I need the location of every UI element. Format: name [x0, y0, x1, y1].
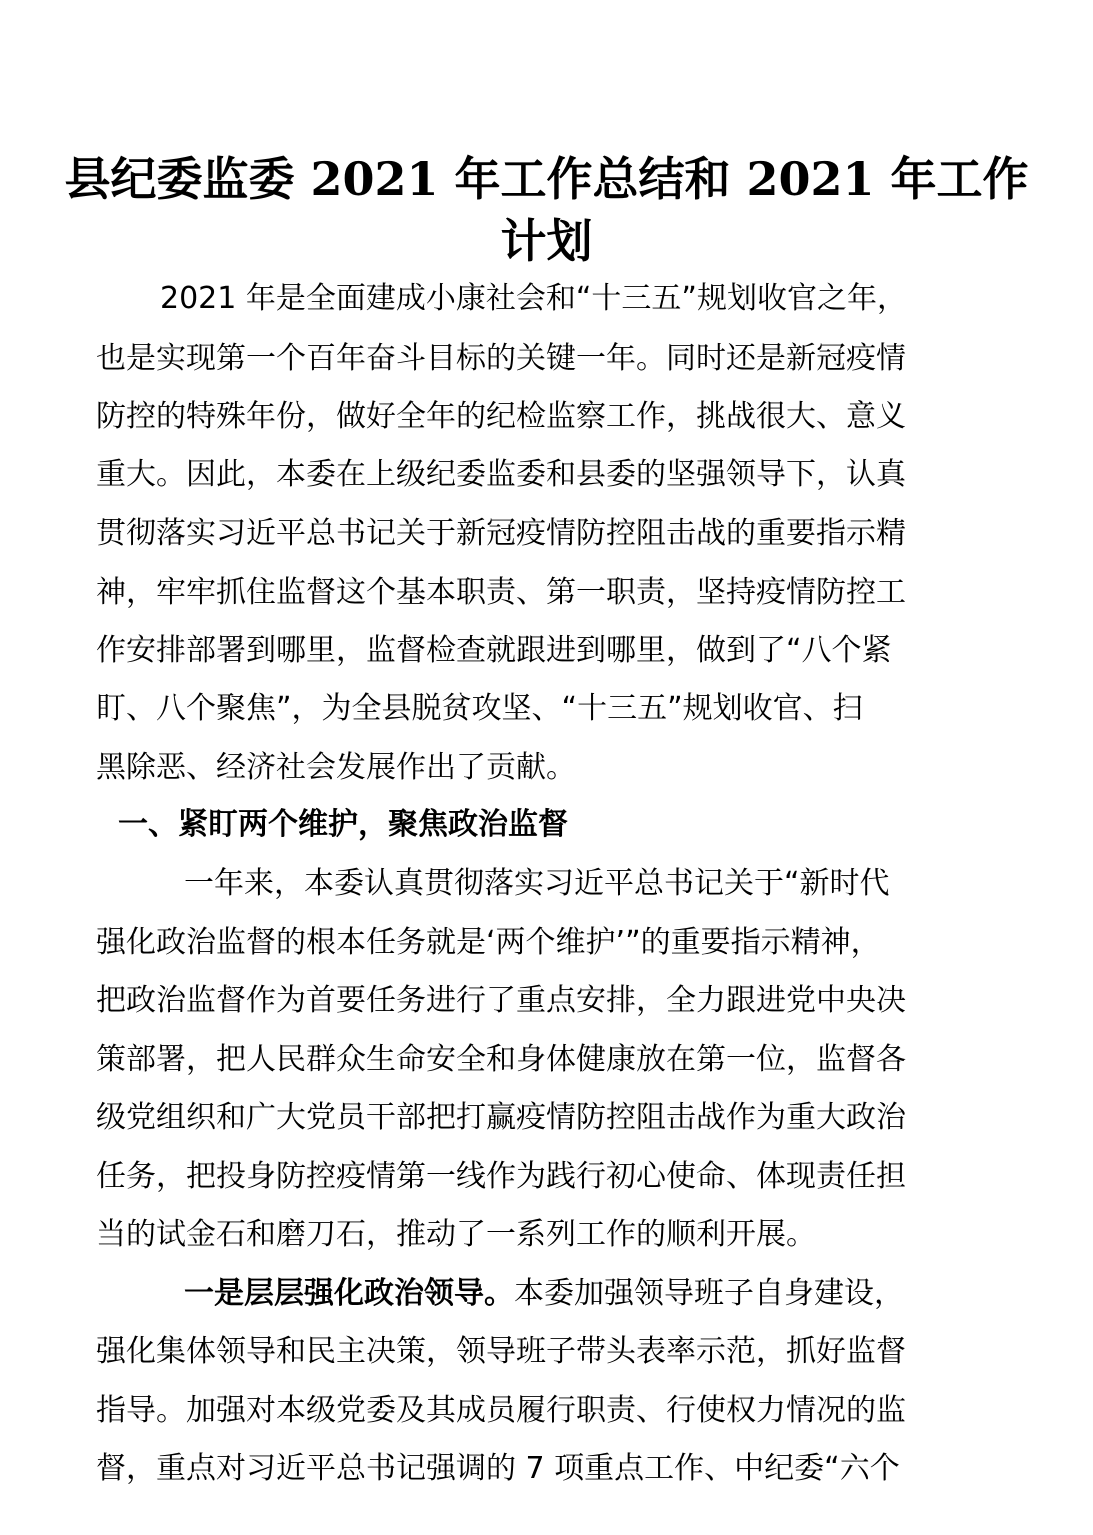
point-1-bold-lead: 一是层层强化政治领导。 — [184, 1276, 514, 1311]
intro-line: 贯彻落实习近平总书记关于新冠疫情防控阻击战的重要指示精 — [96, 516, 906, 551]
point-1-line: 督，重点对习近平总书记强调的 7 项重点工作、中纪委“六个 — [96, 1451, 900, 1486]
section-1-line: 一年来，本委认真贯彻落实习近平总书记关于“新时代 — [184, 866, 890, 901]
section-1-line: 策部署，把人民群众生命安全和身体健康放在第一位，监督各 — [96, 1042, 906, 1077]
point-1-line: 指导。加强对本级党委及其成员履行职责、行使权力情况的监 — [96, 1393, 906, 1428]
intro-line: 作安排部署到哪里，监督检查就跟进到哪里，做到了“八个紧 — [96, 633, 892, 668]
intro-line: 盯、八个聚焦”，为全县脱贫攻坚、“十三五”规划收官、扫 — [96, 691, 863, 726]
intro-line: 黑除恶、经济社会发展作出了贡献。 — [96, 750, 576, 785]
section-1-line: 任务，把投身防控疫情第一线作为践行初心使命、体现责任担 — [96, 1159, 906, 1194]
point-1-first-line — [184, 1274, 904, 1314]
section-1-line: 级党组织和广大党员干部把打赢疫情防控阻击战作为重大政治 — [96, 1100, 906, 1135]
intro-line: 也是实现第一个百年奋斗目标的关键一年。同时还是新冠疫情 — [96, 341, 906, 376]
document-title-line-2: 计划 — [500, 214, 593, 268]
section-1-heading: 一、紧盯两个维护，聚焦政治监督 — [118, 807, 568, 842]
section-1-line: 强化政治监督的根本任务就是‘两个维护’”的重要指示精神， — [96, 925, 881, 960]
point-1-line: 强化集体领导和民主决策，领导班子带头表率示范，抓好监督 — [96, 1334, 906, 1369]
document-title-line-1: 县纪委监委 2021 年工作总结和 2021 年工作 — [64, 152, 1029, 206]
intro-line: 重大。因此，本委在上级纪委监委和县委的坚强领导下，认真 — [96, 457, 906, 492]
intro-line: 防控的特殊年份，做好全年的纪检监察工作，挑战很大、意义 — [96, 399, 906, 434]
intro-line: 2021 年是全面建成小康社会和“十三五”规划收官之年， — [160, 281, 907, 316]
section-1-line: 把政治监督作为首要任务进行了重点安排，全力跟进党中央决 — [96, 983, 906, 1018]
point-1-first-rest: 本委加强领导班子自身建设， — [514, 1276, 904, 1311]
intro-line: 神，牢牢抓住监督这个基本职责、第一职责，坚持疫情防控工 — [96, 575, 906, 610]
section-1-line: 当的试金石和磨刀石，推动了一系列工作的顺利开展。 — [96, 1217, 816, 1252]
